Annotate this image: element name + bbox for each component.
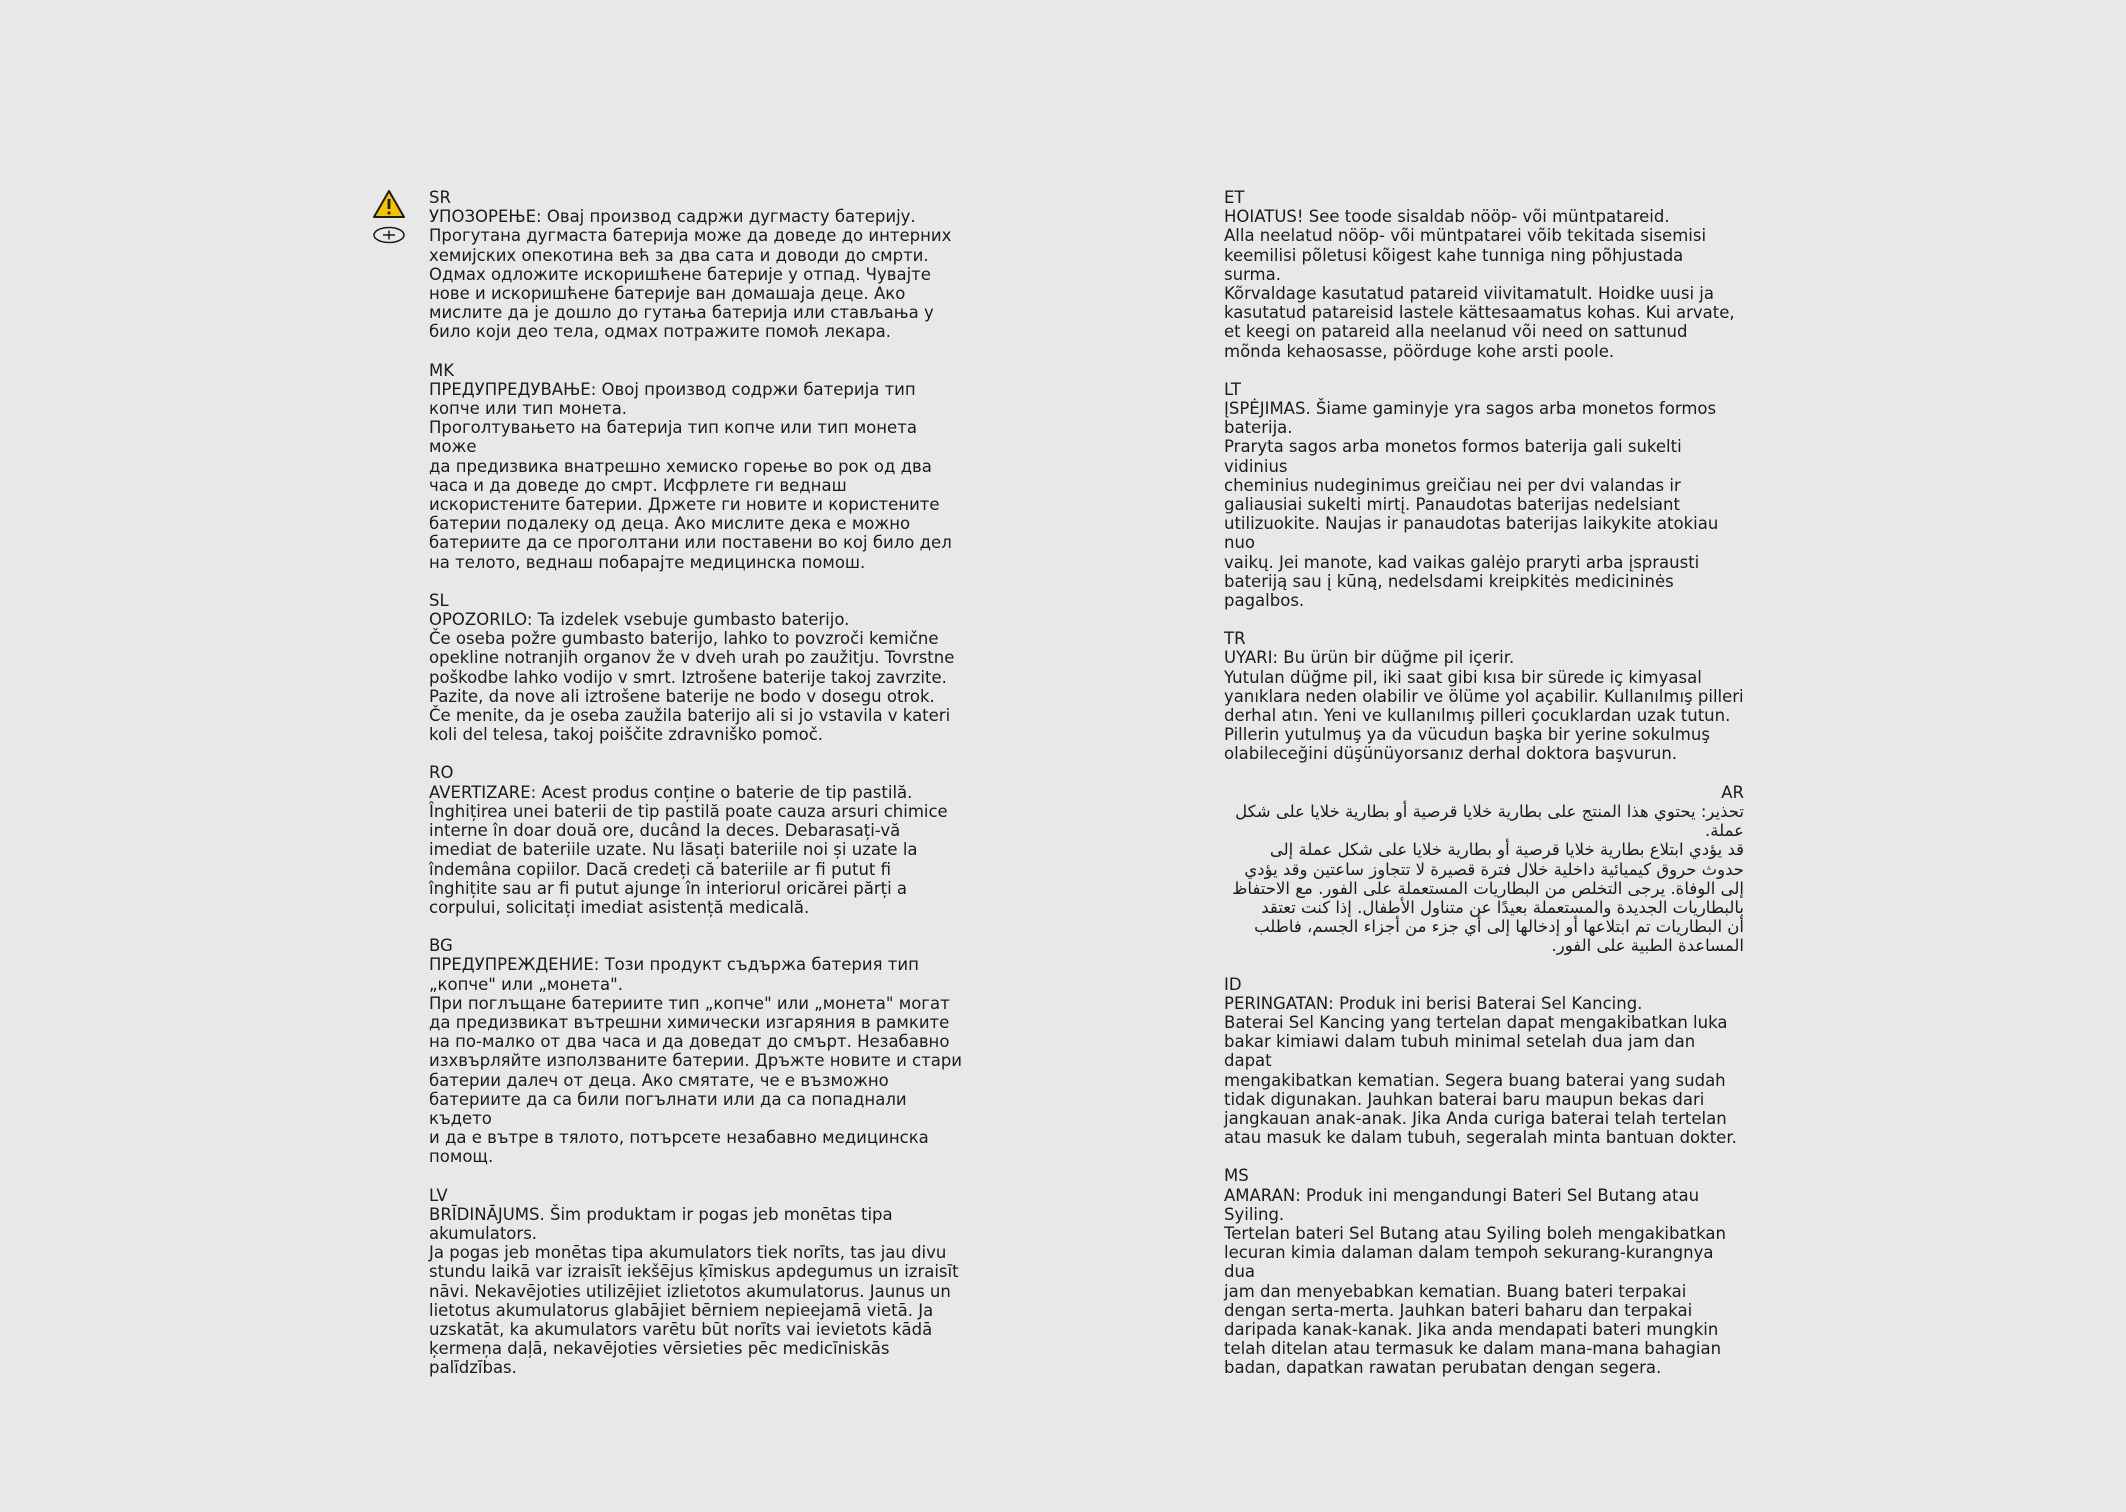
language-code: ET	[1224, 188, 1245, 207]
warning-section-tr	[1224, 629, 1744, 763]
warning-text: ПРЕДУПРЕЖДЕНИЕ: Този продукт съдържа батерия тип „копче" или „монета". При поглъщане батериите тип „копче" или „монета" могат да предизвикат вътрешни химически изгаряния в рамките на по-малко от два часа и да доведат до смърт. Незабавно изхвърляйте използваните батерии. Дръжте новите и стари батерии далеч от деца. Ако смятате, че е възможно батериите да са били погълнати или да са попаднали където и да е вътре в тялото, потърсете незабавно медицинска помощ.	[429, 955, 963, 1167]
warning-section-id	[1224, 975, 1744, 1148]
warning-section-et	[1224, 188, 1744, 361]
left-column	[429, 188, 969, 1397]
language-code: LT	[1224, 379, 1241, 399]
warning-text: УПОЗОРЕЊЕ: Овај производ садржи дугмасту батерију. Прогутана дугмаста батерија може да доведе до интерних хемијских опекотина већ за два сата и доводи до смрти. Одмах одложите искоришћене батерије у отпад. Чувајте нове и искоришћене батерије ван домашаја деце. Ако мислите да је дошло до гутања батерија или стављања у било који део тела, одмах потражите помоћ лекара.	[429, 207, 952, 342]
warning-section-sr	[429, 188, 969, 342]
language-code: SR	[429, 188, 451, 207]
language-code: MK	[429, 360, 455, 380]
warning-section-ms	[1224, 1166, 1744, 1377]
warning-text: تحذير: يحتوي هذا المنتج على بطارية خلايا قرصية أو بطارية خلايا على شكل عملة. قد يؤدي ابتلاع بطارية خلايا قرصية أو بطارية خلايا على شكل عملة إلى حدوث حروق كيميائية داخلية خلال فترة قصيرة لا تتجاوز ساعتين وقد يؤدي إلى الوفاة. يرجى التخلص من البطاريات المستعملة على الفور. مع الاحتفاظ بالبطاريات الجديدة والمستعملة بعيدًا عن متناول الأطفال. إذا كنت تعتقد أن البطاريات تم ابتلاعها أو إدخالها إلى أي جزء من أجزاء الجسم، فاطلب المساعدة الطبية على الفور.	[1232, 801, 1744, 956]
warning-triangle-icon	[372, 189, 406, 219]
language-code: SL	[429, 590, 449, 610]
warning-section-ro	[429, 763, 969, 917]
coin-battery-icon	[372, 225, 406, 245]
warning-section-bg	[429, 936, 969, 1166]
warning-text: BRĪDINĀJUMS. Šim produktam ir pogas jeb monētas tipa akumulators. Ja pogas jeb monētas tipa akumulators tiek norīts, tas jau divu stundu laikā var izraisīt iekšējus ķīmiskus apdegumus un izraisīt nāvi. Nekavējoties utilizējiet izlietotos akumulatorus. Jaunus un lietotus akumulatorus glabājiet bērniem nepieejamā vietā. Ja uzskatāt, ka akumulators varētu būt norīts vai ievietots kādā ķermeņa daļā, nekavējoties vērsieties pēc medicīniskās palīdzības.	[429, 1204, 959, 1378]
warning-section-lv	[429, 1186, 969, 1378]
language-code: LV	[429, 1185, 448, 1205]
right-column	[1224, 188, 1744, 1397]
language-code: BG	[429, 936, 453, 956]
warning-text: OPOZORILO: Ta izdelek vsebuje gumbasto baterijo. Če oseba požre gumbasto baterijo, lahko to povzroči kemične opekline notranjih organov že v dveh urah po zaužitju. Tovrstne poškodbe lahko vodijo v smrt. Iztrošene baterije takoj zavrzite. Pazite, da nove ali iztrošene baterije ne bodo v dosegu otrok. Če menite, da je oseba zaužila baterijo ali si jo vstavila v kateri koli del telesa, takoj poiščite zdravniško pomoč.	[429, 610, 955, 745]
warning-icons	[372, 189, 408, 245]
warning-text: PERINGATAN: Produk ini berisi Baterai Sel Kancing. Baterai Sel Kancing yang tertelan dapat mengakibatkan luka bakar kimiawi dalam tubuh minimal setelah dua jam dan dapat mengakibatkan kematian. Segera buang baterai yang sudah tidak digunakan. Jauhkan baterai baru maupun bekas dari jangkauan anak-anak. Jika Anda curiga baterai telah tertelan atau masuk ke dalam tubuh, segeralah minta bantuan dokter.	[1224, 993, 1737, 1148]
warning-section-mk	[429, 361, 969, 572]
language-code: MS	[1224, 1166, 1249, 1186]
language-code: AR	[1721, 782, 1744, 802]
warning-text: ĮSPĖJIMAS. Šiame gaminyje yra sagos arba monetos formos baterija. Praryta sagos arba monetos formos baterija gali sukelti vidinius cheminius nudeginimus greičiau nei per dvi valandas ir galiausiai sukelti mirtį. Panaudotas baterijas nedelsiant utilizuokite. Naujas ir panaudotas baterijas laikykite atokiau nuo vaikų. Jei manote, kad vaikas galėjo praryti arba įsprausti bateriją sau į kūną, nedelsdami kreipkitės medicininės pagalbos.	[1224, 399, 1719, 611]
warning-text: UYARI: Bu ürün bir düğme pil içerir. Yutulan düğme pil, iki saat gibi kısa bir sürede iç kimyasal yanıklara neden olabilir ve ölüme yol açabilir. Kullanılmış pilleri derhal atın. Yeni ve kullanılmış pilleri çocuklardan uzak tutun. Pillerin yutulmuş ya da vücudun başka bir yerine sokulmuş olabileceğini düşünüyorsanız derhal doktora başvurun.	[1224, 648, 1744, 764]
warning-text: AMARAN: Produk ini mengandungi Bateri Sel Butang atau Syiling. Tertelan bateri Sel Butang atau Syiling boleh mengakibatkan lecuran kimia dalaman dalam tempoh sekurang-kurangnya dua jam dan menyebabkan kematian. Buang bateri terpakai dengan serta-merta. Jauhkan bateri baharu dan terpakai daripada kanak-kanak. Jika anda mendapati bateri mungkin telah ditelan atau termasuk ke dalam mana-mana bahagian badan, dapatkan rawatan perubatan dengan segera.	[1224, 1185, 1726, 1378]
warning-section-sl	[429, 591, 969, 745]
warning-text: ПРЕДУПРЕДУВАЊЕ: Овој производ содржи батерија тип копче или тип монета. Проголтувањето на батерија тип копче или тип монета може да предизвика внатрешно хемиско горење во рок од два часа и да доведе до смрт. Исфрлете ги веднаш искористените батерии. Држете ги новите и користените батерии подалеку од деца. Ако мислите дека е можно батериите да се проголтани или поставени во кој било дел на телото, веднаш побарајте медицинска помош.	[429, 379, 952, 572]
warning-section-lt	[1224, 380, 1744, 610]
language-code: ID	[1224, 974, 1242, 994]
warning-text: AVERTIZARE: Acest produs conține o baterie de tip pastilă. Înghițirea unei baterii de tip pastilă poate cauza arsuri chimice interne în doar două ore, ducând la deces. Debarasați-vă imediat de bateriile uzate. Nu lăsați bateriile noi și uzate la îndemâna copiilor. Dacă credeți că bateriile ar fi putut fi înghițite sau ar fi putut ajunge în interiorul oricărei părți a corpului, solicitați imediat asistență medicală.	[429, 782, 948, 917]
warning-text: HOIATUS! See toode sisaldab nööp- või müntpatareid. Alla neelatud nööp- või müntpatarei võib tekitada sisemisi keemilisi põletusi kõigest kahe tunniga ning põhjustada surma. Kõrvaldage kasutatud patareid viivitamatult. Hoidke uusi ja kasutatud patareisid lastele kättesaamatus kohas. Kui arvate, et keegi on patareid alla neelanud või need on sattunud mõnda kehaosasse, pöörduge kohe arsti poole.	[1224, 207, 1735, 361]
warning-section-ar	[1224, 783, 1744, 956]
language-code: RO	[429, 763, 454, 783]
language-code: TR	[1224, 629, 1246, 649]
